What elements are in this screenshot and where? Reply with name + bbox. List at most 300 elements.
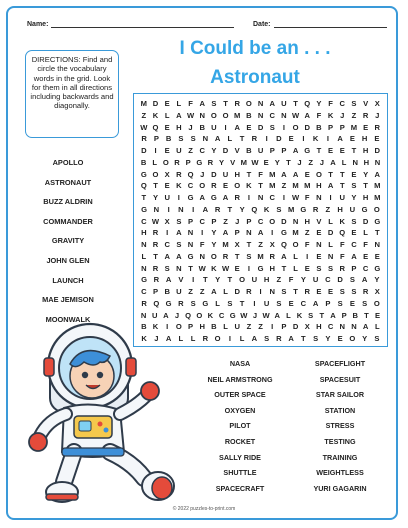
grid-letter[interactable]: U	[164, 193, 170, 202]
grid-letter[interactable]: G	[304, 146, 311, 155]
grid-letter[interactable]: D	[257, 122, 264, 132]
grid-letter[interactable]: C	[269, 193, 275, 202]
grid-letter[interactable]: R	[246, 287, 252, 296]
grid-letter[interactable]: H	[176, 122, 182, 132]
grid-letter[interactable]: H	[362, 146, 369, 155]
grid-letter[interactable]: S	[176, 240, 182, 249]
grid-letter[interactable]: S	[374, 334, 380, 343]
grid-letter[interactable]: N	[257, 110, 264, 120]
grid-letter[interactable]: O	[162, 157, 169, 167]
grid-letter[interactable]: T	[246, 240, 252, 249]
grid-letter[interactable]: T	[363, 181, 368, 191]
grid-letter[interactable]: J	[235, 216, 240, 226]
grid-letter[interactable]: W	[151, 216, 160, 226]
grid-letter[interactable]: U	[263, 298, 270, 308]
grid-letter[interactable]: T	[364, 310, 369, 320]
grid-letter[interactable]: T	[227, 204, 233, 214]
grid-letter[interactable]: E	[288, 134, 294, 144]
grid-letter[interactable]: M	[269, 169, 276, 179]
grid-letter[interactable]: Y	[211, 146, 217, 155]
grid-letter[interactable]: P	[187, 322, 194, 332]
grid-letter[interactable]: P	[341, 310, 347, 320]
grid-letter[interactable]: A	[281, 251, 287, 261]
grid-letter[interactable]: I	[166, 228, 169, 238]
grid-letter[interactable]: G	[257, 263, 264, 273]
grid-letter[interactable]: D	[337, 275, 343, 285]
grid-letter[interactable]: D	[304, 122, 310, 132]
grid-letter[interactable]: S	[190, 298, 196, 308]
grid-letter[interactable]: N	[292, 216, 299, 226]
grid-letter[interactable]: R	[141, 134, 147, 144]
grid-letter[interactable]: O	[373, 298, 380, 308]
grid-letter[interactable]: L	[286, 310, 291, 320]
grid-letter[interactable]: T	[234, 251, 240, 261]
grid-letter[interactable]: A	[312, 298, 319, 308]
grid-letter[interactable]: R	[178, 298, 184, 308]
grid-letter[interactable]: U	[251, 275, 258, 285]
grid-letter[interactable]: A	[327, 181, 334, 191]
grid-letter[interactable]: Z	[304, 228, 310, 238]
grid-letter[interactable]: R	[362, 110, 369, 120]
grid-letter[interactable]: Z	[325, 204, 331, 214]
grid-letter[interactable]: A	[199, 193, 205, 202]
grid-letter[interactable]: R	[304, 287, 310, 296]
grid-letter[interactable]: T	[223, 99, 228, 108]
grid-letter[interactable]: Z	[223, 216, 228, 226]
grid-letter[interactable]: I	[177, 193, 180, 202]
grid-letter[interactable]: N	[374, 240, 381, 249]
grid-letter[interactable]: D	[281, 216, 287, 226]
grid-letter[interactable]: P	[281, 322, 287, 332]
grid-letter[interactable]: Z	[199, 287, 205, 296]
grid-letter[interactable]: S	[351, 99, 357, 108]
grid-letter[interactable]: N	[202, 134, 209, 144]
grid-letter[interactable]: E	[363, 122, 369, 132]
grid-letter[interactable]: E	[223, 181, 229, 191]
grid-letter[interactable]: C	[199, 216, 205, 226]
grid-letter[interactable]: R	[374, 122, 381, 132]
grid-letter[interactable]: O	[349, 334, 356, 343]
grid-letter[interactable]: T	[188, 263, 193, 273]
grid-letter[interactable]: S	[276, 298, 282, 308]
grid-letter[interactable]: D	[234, 287, 240, 296]
grid-letter[interactable]: A	[281, 169, 287, 179]
grid-letter[interactable]: R	[276, 334, 282, 343]
grid-letter[interactable]: S	[281, 287, 287, 296]
grid-letter[interactable]: N	[199, 110, 205, 120]
grid-letter[interactable]: Q	[152, 122, 159, 132]
grid-letter[interactable]: U	[151, 310, 158, 320]
grid-letter[interactable]: A	[176, 110, 182, 120]
grid-letter[interactable]: S	[337, 298, 343, 308]
grid-letter[interactable]: S	[308, 310, 314, 320]
grid-letter[interactable]: N	[176, 263, 182, 273]
grid-letter[interactable]: R	[251, 134, 258, 144]
grid-letter[interactable]: J	[200, 169, 205, 179]
grid-letter[interactable]: S	[316, 263, 322, 273]
grid-letter[interactable]: E	[374, 251, 380, 261]
grid-letter[interactable]: U	[211, 122, 217, 132]
grid-letter[interactable]: N	[140, 310, 147, 320]
grid-letter[interactable]: M	[374, 193, 381, 202]
grid-letter[interactable]: Y	[363, 169, 369, 179]
grid-letter[interactable]: I	[228, 334, 231, 343]
grid-letter[interactable]: P	[153, 134, 159, 144]
grid-letter[interactable]: S	[178, 134, 184, 144]
grid-letter[interactable]: U	[257, 146, 264, 155]
grid-letter[interactable]: D	[292, 322, 299, 332]
grid-letter[interactable]: M	[222, 240, 229, 249]
grid-letter[interactable]: C	[327, 322, 334, 332]
grid-letter[interactable]: N	[153, 204, 160, 214]
name-line[interactable]	[51, 19, 234, 28]
grid-letter[interactable]: F	[199, 240, 205, 249]
grid-letter[interactable]: L	[223, 287, 228, 296]
grid-letter[interactable]: Z	[188, 287, 193, 296]
grid-letter[interactable]: C	[141, 216, 147, 226]
grid-letter[interactable]: E	[304, 169, 310, 179]
grid-letter[interactable]: T	[153, 251, 158, 261]
grid-letter[interactable]: Y	[215, 275, 221, 285]
grid-letter[interactable]: F	[288, 275, 294, 285]
grid-letter[interactable]: Z	[351, 110, 357, 120]
grid-letter[interactable]: U	[176, 146, 182, 155]
grid-letter[interactable]: A	[288, 334, 294, 343]
grid-letter[interactable]: Q	[187, 169, 194, 179]
grid-letter[interactable]: O	[292, 122, 299, 132]
grid-letter[interactable]: J	[188, 122, 193, 132]
grid-letter[interactable]: S	[227, 298, 233, 308]
grid-letter[interactable]: A	[337, 134, 343, 144]
grid-letter[interactable]: G	[165, 298, 172, 308]
grid-letter[interactable]: E	[374, 134, 380, 144]
grid-letter[interactable]: L	[239, 334, 245, 343]
grid-letter[interactable]: R	[362, 287, 369, 296]
grid-letter[interactable]: E	[339, 146, 345, 155]
grid-letter[interactable]: U	[234, 322, 240, 332]
grid-letter[interactable]: X	[374, 287, 380, 296]
grid-letter[interactable]: S	[190, 134, 196, 144]
grid-letter[interactable]: N	[178, 204, 184, 214]
grid-letter[interactable]: W	[291, 110, 300, 120]
grid-letter[interactable]: D	[211, 169, 217, 179]
grid-letter[interactable]: W	[221, 263, 230, 273]
grid-letter[interactable]: W	[140, 122, 148, 132]
grid-letter[interactable]: L	[164, 110, 170, 120]
grid-letter[interactable]: I	[271, 322, 274, 332]
grid-letter[interactable]: Z	[258, 322, 263, 332]
grid-letter[interactable]: T	[374, 228, 380, 238]
grid-letter[interactable]: A	[214, 134, 221, 144]
grid-letter[interactable]: P	[281, 146, 287, 155]
grid-letter[interactable]: P	[185, 157, 191, 167]
grid-letter[interactable]: H	[362, 193, 369, 202]
grid-letter[interactable]: S	[351, 216, 357, 226]
grid-letter[interactable]: C	[362, 263, 369, 273]
grid-letter[interactable]: Y	[300, 275, 306, 285]
grid-letter[interactable]: G	[187, 193, 194, 202]
grid-letter[interactable]: F	[339, 240, 345, 249]
grid-letter[interactable]: A	[211, 287, 217, 296]
grid-letter[interactable]: H	[141, 228, 147, 238]
grid-letter[interactable]: A	[251, 334, 258, 343]
grid-letter[interactable]: T	[258, 181, 263, 191]
grid-letter[interactable]: M	[292, 228, 299, 238]
grid-letter[interactable]: K	[339, 216, 345, 226]
grid-letter[interactable]: K	[211, 263, 217, 273]
grid-letter[interactable]: E	[351, 169, 357, 179]
grid-letter[interactable]: J	[375, 110, 380, 120]
grid-letter[interactable]: O	[214, 334, 221, 343]
grid-letter[interactable]: S	[246, 251, 252, 261]
grid-letter[interactable]: H	[363, 157, 370, 167]
grid-letter[interactable]: H	[263, 275, 270, 285]
grid-letter[interactable]: P	[234, 228, 240, 238]
grid-letter[interactable]: T	[203, 275, 208, 285]
name-field[interactable]	[27, 19, 234, 28]
grid-letter[interactable]: E	[316, 287, 322, 296]
grid-letter[interactable]: M	[257, 251, 264, 261]
grid-letter[interactable]: M	[240, 157, 247, 167]
grid-letter[interactable]: Y	[211, 240, 217, 249]
grid-letter[interactable]: I	[326, 134, 329, 144]
grid-letter[interactable]: A	[269, 99, 275, 108]
grid-letter[interactable]: S	[328, 263, 334, 273]
grid-letter[interactable]: O	[234, 181, 241, 191]
grid-letter[interactable]: T	[339, 169, 345, 179]
grid-letter[interactable]: K	[176, 181, 182, 191]
grid-letter[interactable]: H	[269, 263, 275, 273]
grid-letter[interactable]: G	[361, 204, 368, 214]
grid-letter[interactable]: L	[374, 322, 380, 332]
grid-letter[interactable]: G	[187, 251, 194, 261]
grid-letter[interactable]: L	[363, 228, 368, 238]
grid-letter[interactable]: R	[153, 275, 160, 285]
grid-letter[interactable]: S	[211, 99, 217, 108]
grid-letter[interactable]: P	[328, 122, 334, 132]
grid-letter[interactable]: Q	[339, 228, 346, 238]
grid-letter[interactable]: U	[281, 99, 287, 108]
grid-letter[interactable]: K	[312, 134, 319, 144]
grid-letter[interactable]: E	[316, 228, 322, 238]
grid-letter[interactable]: L	[223, 322, 228, 332]
grid-letter[interactable]: G	[300, 204, 307, 214]
grid-letter[interactable]: W	[262, 310, 270, 320]
grid-letter[interactable]: W	[198, 263, 206, 273]
grid-letter[interactable]: N	[199, 251, 205, 261]
grid-letter[interactable]: C	[351, 240, 357, 249]
grid-letter[interactable]: O	[292, 240, 299, 249]
grid-letter[interactable]: A	[199, 99, 205, 108]
grid-letter[interactable]: E	[234, 263, 240, 273]
grid-letter[interactable]: L	[215, 298, 220, 308]
grid-letter[interactable]: M	[292, 181, 299, 191]
grid-letter[interactable]: O	[315, 169, 322, 179]
grid-letter[interactable]: J	[340, 110, 345, 120]
grid-letter[interactable]: A	[274, 310, 280, 320]
grid-letter[interactable]: T	[227, 275, 233, 285]
grid-letter[interactable]: C	[339, 99, 345, 108]
grid-letter[interactable]: N	[141, 240, 147, 249]
grid-letter[interactable]: T	[239, 134, 245, 144]
grid-letter[interactable]: D	[222, 146, 229, 155]
grid-letter[interactable]: S	[276, 204, 282, 214]
grid-letter[interactable]: H	[199, 322, 205, 332]
grid-letter[interactable]: S	[164, 263, 170, 273]
grid-letter[interactable]: Y	[374, 275, 380, 285]
grid-letter[interactable]: P	[351, 263, 357, 273]
grid-letter[interactable]: Y	[274, 157, 280, 167]
grid-letter[interactable]: O	[210, 110, 217, 120]
grid-letter[interactable]: T	[339, 181, 345, 191]
grid-letter[interactable]: R	[202, 334, 209, 343]
grid-letter[interactable]: K	[207, 310, 214, 320]
grid-letter[interactable]: K	[327, 110, 334, 120]
grid-letter[interactable]: U	[349, 204, 356, 214]
grid-letter[interactable]: B	[199, 122, 205, 132]
grid-letter[interactable]: L	[178, 334, 184, 343]
grid-letter[interactable]: I	[282, 122, 285, 132]
grid-letter[interactable]: N	[316, 240, 322, 249]
grid-letter[interactable]: A	[234, 122, 240, 132]
grid-letter[interactable]: Z	[276, 275, 282, 285]
grid-letter[interactable]: N	[316, 193, 322, 202]
grid-letter[interactable]: B	[140, 157, 147, 167]
grid-letter[interactable]: B	[164, 287, 170, 296]
grid-letter[interactable]: K	[246, 181, 252, 191]
grid-letter[interactable]: I	[247, 193, 250, 202]
grid-letter[interactable]: R	[141, 298, 147, 308]
grid-letter[interactable]: I	[201, 228, 204, 238]
grid-letter[interactable]: G	[196, 157, 203, 167]
grid-letter[interactable]: N	[187, 228, 194, 238]
grid-letter[interactable]: Y	[239, 204, 245, 214]
grid-letter[interactable]: T	[281, 263, 287, 273]
grid-letter[interactable]: G	[140, 169, 147, 179]
grid-letter[interactable]: B	[141, 322, 147, 332]
grid-letter[interactable]: R	[234, 193, 240, 202]
grid-letter[interactable]: I	[329, 193, 332, 202]
grid-letter[interactable]: R	[222, 251, 229, 261]
date-field[interactable]	[253, 19, 387, 28]
grid-letter[interactable]: P	[325, 298, 331, 308]
grid-letter[interactable]: Q	[140, 181, 147, 191]
grid-letter[interactable]: O	[196, 310, 203, 320]
grid-letter[interactable]: A	[164, 251, 170, 261]
grid-letter[interactable]: A	[361, 275, 368, 285]
grid-letter[interactable]: Y	[351, 193, 357, 202]
grid-letter[interactable]: M	[269, 181, 276, 191]
grid-letter[interactable]: D	[152, 99, 159, 108]
grid-letter[interactable]: T	[328, 169, 333, 179]
grid-letter[interactable]: S	[313, 334, 319, 343]
grid-letter[interactable]: K	[296, 310, 303, 320]
grid-letter[interactable]: R	[269, 251, 275, 261]
grid-letter[interactable]: D	[276, 134, 282, 144]
grid-letter[interactable]: V	[363, 99, 369, 108]
grid-letter[interactable]: I	[265, 134, 268, 144]
grid-letter[interactable]: X	[164, 216, 170, 226]
grid-letter[interactable]: S	[264, 334, 270, 343]
grid-letter[interactable]: X	[269, 240, 275, 249]
grid-letter[interactable]: Y	[152, 193, 159, 202]
grid-letter[interactable]: C	[141, 287, 147, 296]
grid-letter[interactable]: R	[152, 228, 159, 238]
grid-letter[interactable]: Q	[251, 204, 258, 214]
grid-letter[interactable]: M	[350, 122, 358, 132]
grid-letter[interactable]: I	[259, 287, 262, 296]
grid-letter[interactable]: X	[374, 99, 380, 108]
date-line[interactable]	[274, 19, 387, 28]
grid-letter[interactable]: E	[164, 181, 170, 191]
grid-letter[interactable]: A	[257, 228, 264, 238]
grid-letter[interactable]: M	[140, 99, 147, 108]
grid-letter[interactable]: O	[199, 181, 206, 191]
grid-letter[interactable]: T	[351, 146, 357, 155]
grid-letter[interactable]: Z	[188, 146, 193, 155]
grid-letter[interactable]: W	[240, 310, 248, 320]
grid-letter[interactable]: F	[316, 110, 322, 120]
grid-letter[interactable]: E	[164, 99, 170, 108]
grid-letter[interactable]: V	[316, 216, 322, 226]
grid-letter[interactable]: A	[330, 157, 336, 167]
grid-letter[interactable]: O	[175, 322, 182, 332]
grid-letter[interactable]: H	[337, 204, 343, 214]
grid-letter[interactable]: G	[374, 263, 381, 273]
grid-letter[interactable]: N	[257, 193, 264, 202]
grid-letter[interactable]: C	[325, 275, 331, 285]
grid-letter[interactable]: O	[210, 251, 217, 261]
grid-letter[interactable]: J	[252, 310, 258, 320]
grid-letter[interactable]: Z	[141, 110, 147, 120]
grid-letter[interactable]: I	[167, 204, 170, 214]
grid-letter[interactable]: T	[153, 181, 158, 191]
grid-letter[interactable]: I	[271, 228, 274, 238]
grid-letter[interactable]: B	[246, 110, 252, 120]
grid-letter[interactable]: Y	[316, 99, 322, 108]
grid-letter[interactable]: Q	[153, 298, 160, 308]
grid-letter[interactable]: T	[301, 334, 306, 343]
grid-letter[interactable]: M	[304, 181, 311, 191]
grid-letter[interactable]: G	[229, 310, 236, 320]
grid-letter[interactable]: U	[312, 275, 319, 285]
grid-letter[interactable]: N	[374, 157, 381, 167]
grid-letter[interactable]: A	[165, 334, 172, 343]
grid-letter[interactable]: A	[292, 146, 299, 155]
grid-letter[interactable]: K	[141, 334, 147, 343]
grid-letter[interactable]: E	[337, 334, 343, 343]
grid-letter[interactable]: A	[362, 322, 369, 332]
grid-letter[interactable]: N	[352, 157, 358, 167]
grid-letter[interactable]: C	[164, 240, 170, 249]
grid-letter[interactable]: V	[230, 157, 236, 167]
grid-letter[interactable]: G	[280, 228, 287, 238]
grid-letter[interactable]: N	[246, 228, 252, 238]
grid-letter[interactable]: L	[152, 157, 158, 167]
grid-letter[interactable]: T	[293, 99, 298, 108]
grid-letter[interactable]: S	[349, 275, 355, 285]
grid-letter[interactable]: C	[187, 181, 194, 191]
grid-letter[interactable]: Z	[258, 240, 263, 249]
grid-letter[interactable]: O	[373, 204, 380, 214]
grid-letter[interactable]: A	[165, 275, 172, 285]
grid-letter[interactable]: U	[339, 193, 345, 202]
grid-letter[interactable]: L	[328, 240, 333, 249]
grid-letter[interactable]: P	[211, 216, 217, 226]
grid-letter[interactable]: O	[152, 169, 159, 179]
grid-letter[interactable]: Z	[246, 322, 252, 332]
grid-letter[interactable]: B	[316, 122, 322, 132]
